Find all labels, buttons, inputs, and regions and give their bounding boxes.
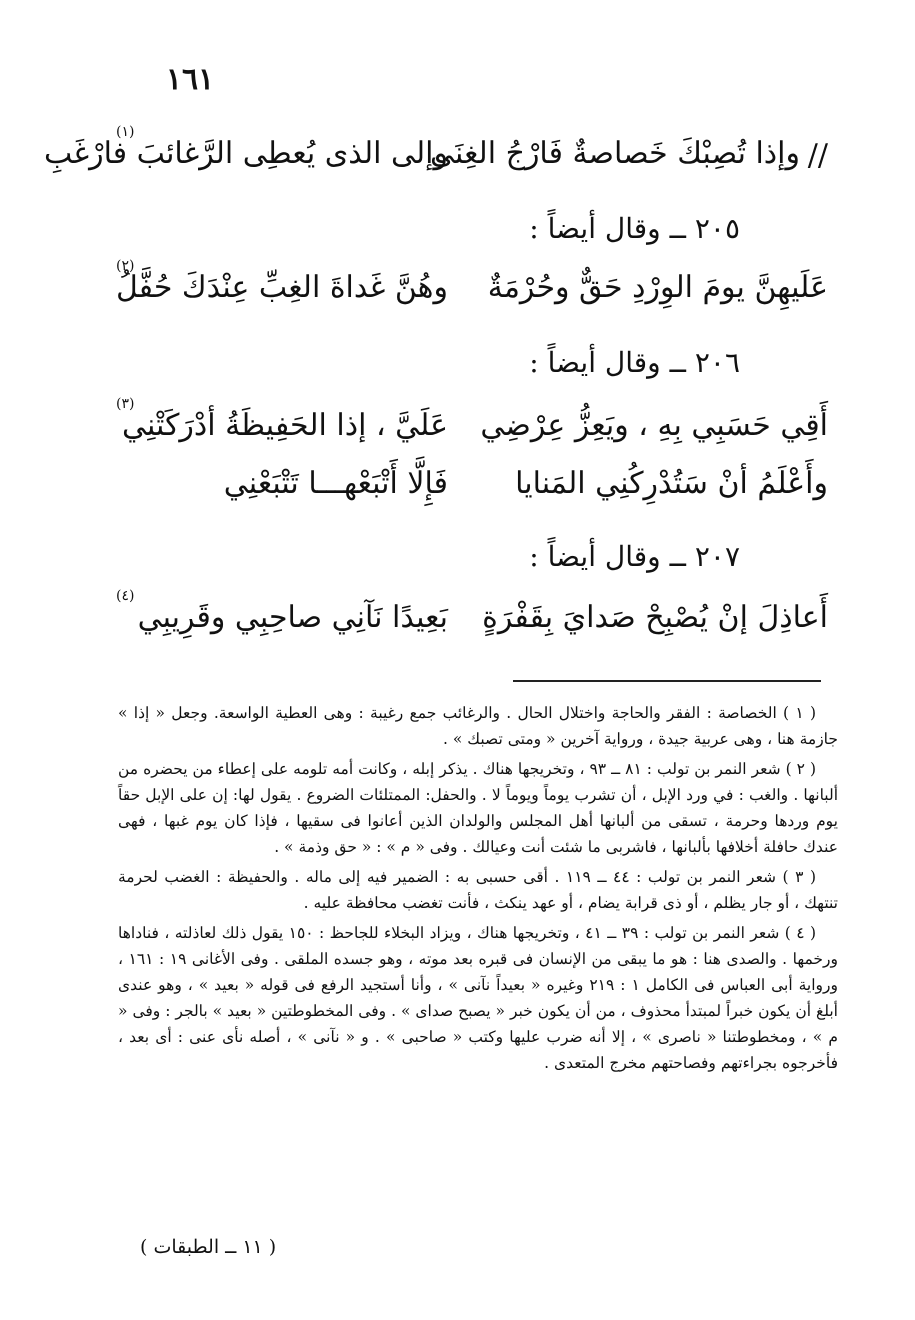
footnote-marker: (٣) xyxy=(116,396,135,412)
verse-line-4 xyxy=(118,466,828,516)
verse-hemistich-first: وإذا تُصِبْكَ خَصاصةٌ فَارْجُ الغِنَى xyxy=(430,136,800,171)
verse-hemistich-second: فَإِلَّا أَتْبَعْهـــا تَتْبَعْنِي xyxy=(223,466,448,501)
page-number: ١٦١ xyxy=(165,62,215,97)
verse-hemistich-first: أَعاذِلَ إنْ يُصْبِحْ صَدايَ بِقَفْرَةٍ xyxy=(482,600,828,635)
verse-hemistich-second: وهُنَّ غَداةَ الغِبِّ عِنْدَكَ حُفَّلُ xyxy=(115,270,448,305)
footnote-marker: (١) xyxy=(116,124,135,140)
verse-line-3 xyxy=(116,396,828,458)
footnote-divider xyxy=(513,680,821,682)
verse-hemistich-first: عَلَيهِنَّ يومَ الوِرْدِ حَقٌّ وحُرْمَةٌ xyxy=(487,270,828,305)
verse-line-1 xyxy=(43,124,828,186)
margin-mark: // xyxy=(807,138,828,173)
verse-hemistich-second: بَعِيدًا نَآنِي صاحِبِي وقَرِيبِي xyxy=(137,600,448,635)
verse-hemistich-second: عَلَيَّ ، إذا الحَفِيظَةُ أدْرَكَتْنِي xyxy=(121,408,448,443)
signature-mark: ( ١١ ــ الطبقات ) xyxy=(140,1236,277,1258)
footnote-marker: (٢) xyxy=(116,258,135,274)
footnote-3: ( ٣ ) شعر النمر بن تولب : ٤٤ ــ ١١٩ . أقى حسبى به : الضمير فيه إلى ماله . والحفيظة : الغضب لحرمة تنتهك ، أو جار يظلم ، أو ذى قرابة يضام ، أو عهد ينكث ، فأنت تغضب محافظة عليه . xyxy=(118,868,838,912)
section-heading-207: ٢٠٧ ــ وقال أيضاً : xyxy=(529,540,740,573)
verse-hemistich-first: أَقِي حَسَبِي بِهِ ، ويَعِزُّ عِرْضِي xyxy=(480,408,828,443)
verse-line-2 xyxy=(115,258,828,320)
footnote-marker: (٤) xyxy=(116,588,135,604)
footnote-4: ( ٤ ) شعر النمر بن تولب : ٣٩ ــ ٤١ ، وتخريجها هناك ، ويزاد البخلاء للجاحظ : ١٥٠ يقول ذلك لعاذلته ، فناداها ورخمها . والصدى هنا : هو ما يبقى من الإنسان فى قبره بعد موته ، وهو جسده الملقى . وفى الأغانى ١٩ : ١٦١ ، ورواية أبى العباس فى الكامل ١ : ٢١٩ وغيره « بعيداً نآنى » ، وأنا أستجيد الرفع فى قوله « بعيد » ، وهو عندى أبلغ أن يكون خبراً لمبتدأ محذوف ، من أن يكون خبر « يصبح صداى » . وفى المخطوطتين « بعيد » بالجر : وفى « م » ، ومخطوطتنا « ناصرى » ، إلا أنه ضرب عليها وكتب « صاحبى » . و « نآنى » ، أصله نأى عنى : أى بعد ، فأخرجوه بجراءتهم وفصاحتهم مخرج المتعدى . xyxy=(118,924,839,1072)
footnote-1: ( ١ ) الخصاصة : الفقر والحاجة واختلال الحال . والرغائب جمع رغيبة : وهى العطية الواسعة. وجعل « إذا » جازمة هنا ، وهى عربية جيدة ، ورواية آخرين « ومتى تصبك » . xyxy=(118,704,838,748)
verse-line-5 xyxy=(116,588,828,650)
footnotes xyxy=(118,700,838,1080)
section-heading-206: ٢٠٦ ــ وقال أيضاً : xyxy=(529,346,740,379)
section-heading-205: ٢٠٥ ــ وقال أيضاً : xyxy=(529,212,740,245)
footnote-2: ( ٢ ) شعر النمر بن تولب : ٨١ ــ ٩٣ ، وتخريجها هناك . يذكر إبله ، وكانت أمه تلومه على إعطاء من يحضره من ألبانها . والغب : في ورد الإبل ، أن تشرب يوماً ويوماً لا . والحفل: الممتلئات الضروع . يقول لها: إن على الإبل حقاً يوم وردها وحرمة ، تسقى من ألبانها أهل المجلس والولدان الذين أعانوا فى سقيها ، فإذا كان يوم غبها ، فهى عندك حافلة أخلافها بألبانها ، فاشربى ما شئت أنت وعيالك . وفى « م » : « حق وذمة » . xyxy=(118,760,838,856)
verse-hemistich-first: وأَعْلَمُ أنْ سَتُدْرِكُنِي المَنايا xyxy=(515,466,828,501)
verse-hemistich-second: وإلى الذى يُعطِى الرَّغائبَ فارْغَبِ xyxy=(43,136,448,171)
